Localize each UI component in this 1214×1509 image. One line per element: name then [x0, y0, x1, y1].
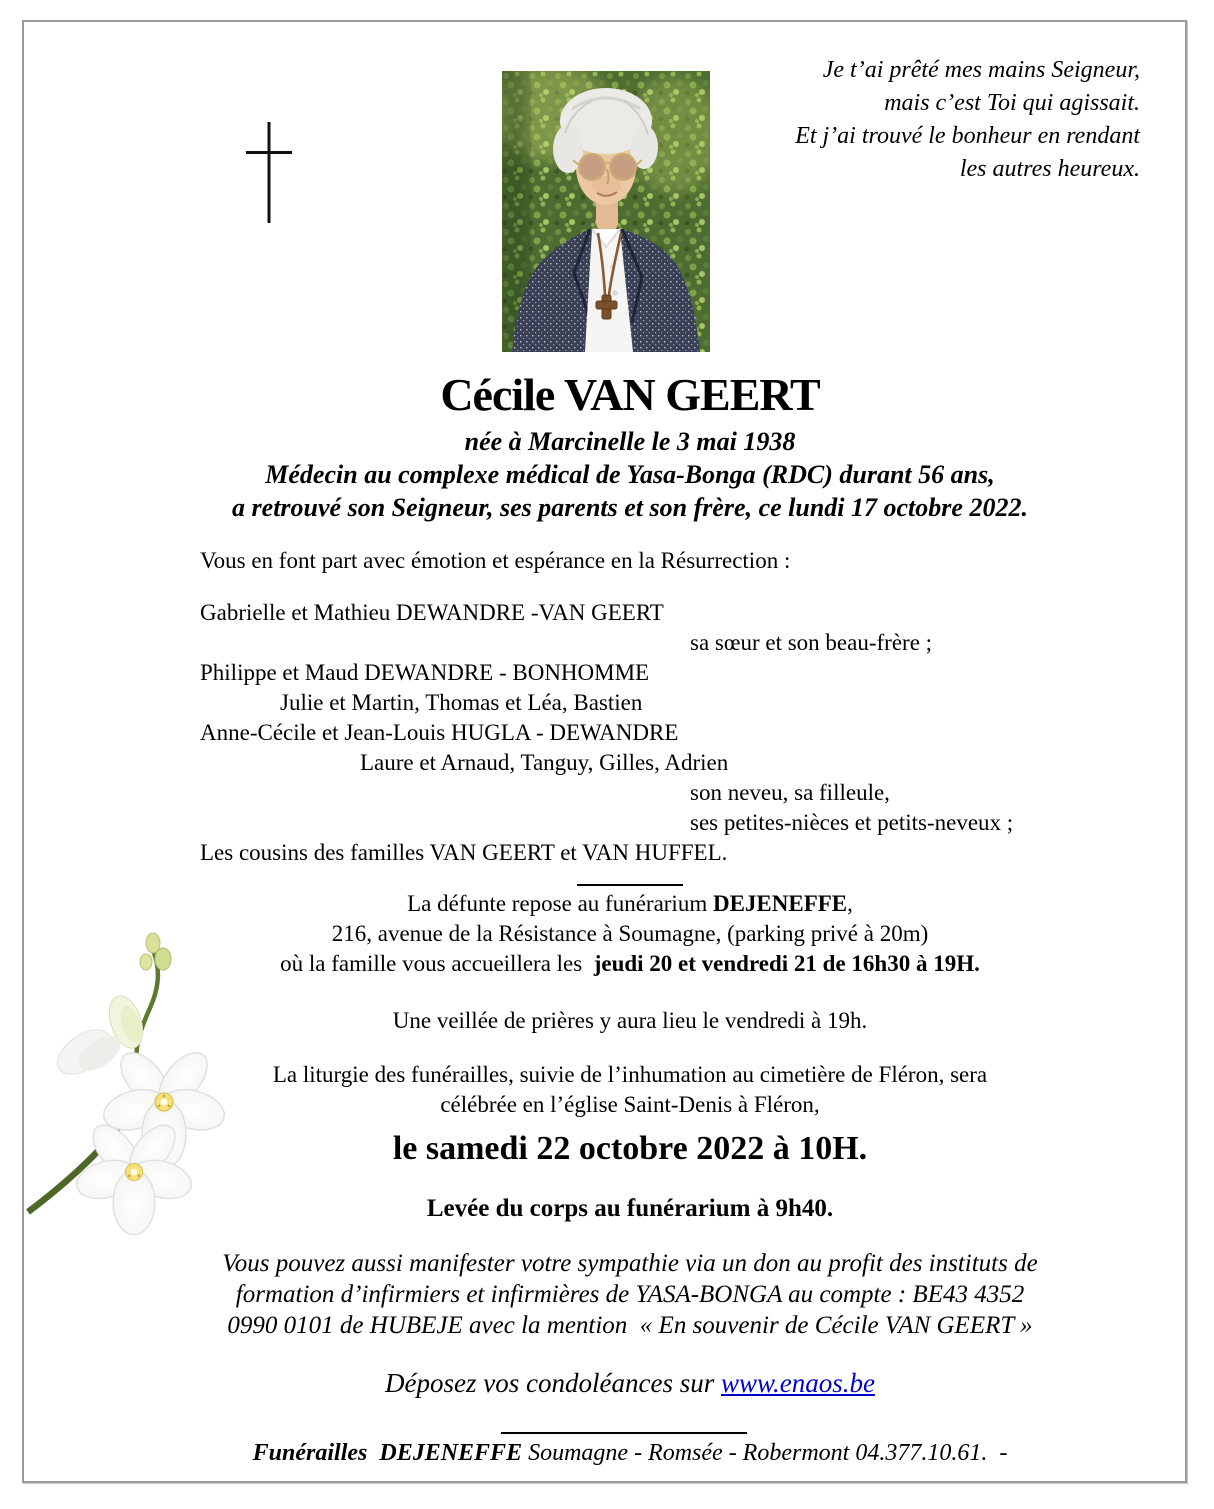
- visiting-hours: jeudi 20 et vendredi 21 de 16h30 à 19H.: [593, 951, 980, 976]
- liturgy-line-2: célébrée en l’église Saint-Denis à Fléron,: [440, 1092, 820, 1117]
- career-line: Médecin au complexe médical de Yasa-Bonga (RDC) durant 56 ans,: [265, 460, 995, 489]
- levee-line: Levée du corps au funérarium à 9h40.: [426, 1195, 834, 1222]
- family-line: Philippe et Maud DEWANDRE - BONHOMME: [200, 660, 650, 685]
- enaos-link[interactable]: www.enaos.be: [720, 1368, 875, 1398]
- birth-line: née à Marcinelle le 3 mai 1938: [464, 427, 796, 456]
- donation-line: Vous pouvez aussi manifester votre sympathie via un don au profit des instituts de: [222, 1250, 1038, 1277]
- death-line: a retrouvé son Seigneur, ses parents et son frère, ce lundi 17 octobre 2022.: [232, 493, 1028, 522]
- orchid-flower-image: [22, 930, 232, 1265]
- condolences-line: [50, 1368, 1210, 1398]
- footer-divider: [501, 1432, 747, 1434]
- family-relation: sa sœur et son beau-frère ;: [690, 630, 933, 655]
- family-line: Laure et Arnaud, Tanguy, Gilles, Adrien: [360, 750, 729, 775]
- family-line: Anne-Cécile et Jean-Louis HUGLA - DEWANDRE: [200, 720, 679, 745]
- family-line: Les cousins des familles VAN GEERT et VAN HUFFEL.: [200, 840, 728, 865]
- donation-line: formation d’infirmiers et infirmières de YASA-BONGA au compte : BE43 4352: [235, 1281, 1025, 1308]
- funeral-home-address: 216, avenue de la Résistance à Soumagne, (parking privé à 20m): [331, 921, 929, 946]
- funeral-home-footer: [50, 1438, 1210, 1468]
- liturgy-line-1: La liturgie des funérailles, suivie de l’inhumation au cimetière de Fléron, sera: [272, 1062, 988, 1087]
- funeral-home-name: DEJENEFFE: [712, 891, 848, 916]
- announcement-intro: Vous en font part avec émotion et espérance en la Résurrection :: [200, 548, 791, 573]
- funeral-date: le samedi 22 octobre 2022 à 10H.: [392, 1130, 868, 1167]
- family-relation: ses petites-nièces et petits-neveux ;: [690, 810, 1014, 835]
- quote-line: Et j’ai trouvé le bonheur en rendant: [795, 123, 1140, 149]
- portrait-photo: [502, 71, 710, 357]
- vigil-line: Une veillée de prières y aura lieu le vendredi à 19h.: [392, 1008, 868, 1033]
- repose-prefix: La défunte repose au funérarium: [407, 891, 713, 916]
- condolences-prefix: Déposez vos condoléances sur: [385, 1368, 721, 1398]
- repose-line: [50, 889, 1210, 919]
- family-list: [50, 598, 1210, 868]
- quote-line: les autres heureux.: [959, 156, 1140, 182]
- memorial-quote: [795, 54, 1140, 186]
- repose-suffix: ,: [847, 891, 853, 916]
- donation-line: 0990 0101 de HUBEJE avec la mention « En souvenir de Cécile VAN GEERT »: [227, 1312, 1033, 1339]
- funeral-home-footer-details: Soumagne - Romsée - Robermont 04.377.10.61. -: [522, 1440, 1008, 1466]
- welcome-prefix: où la famille vous accueillera les: [280, 951, 594, 976]
- quote-line: Je t’ai prêté mes mains Seigneur,: [822, 57, 1140, 83]
- deceased-name: Cécile VAN GEERT: [440, 369, 820, 420]
- funeral-home-footer-name: Funérailles DEJENEFFE: [252, 1440, 523, 1466]
- family-line: Gabrielle et Mathieu DEWANDRE -VAN GEERT: [200, 600, 664, 625]
- family-line: Julie et Martin, Thomas et Léa, Bastien: [280, 690, 643, 715]
- quote-line: mais c’est Toi qui agissait.: [884, 90, 1140, 116]
- memorial-cross-icon: [246, 121, 292, 229]
- section-divider: [577, 884, 683, 886]
- family-relation: son neveu, sa filleule,: [690, 780, 890, 805]
